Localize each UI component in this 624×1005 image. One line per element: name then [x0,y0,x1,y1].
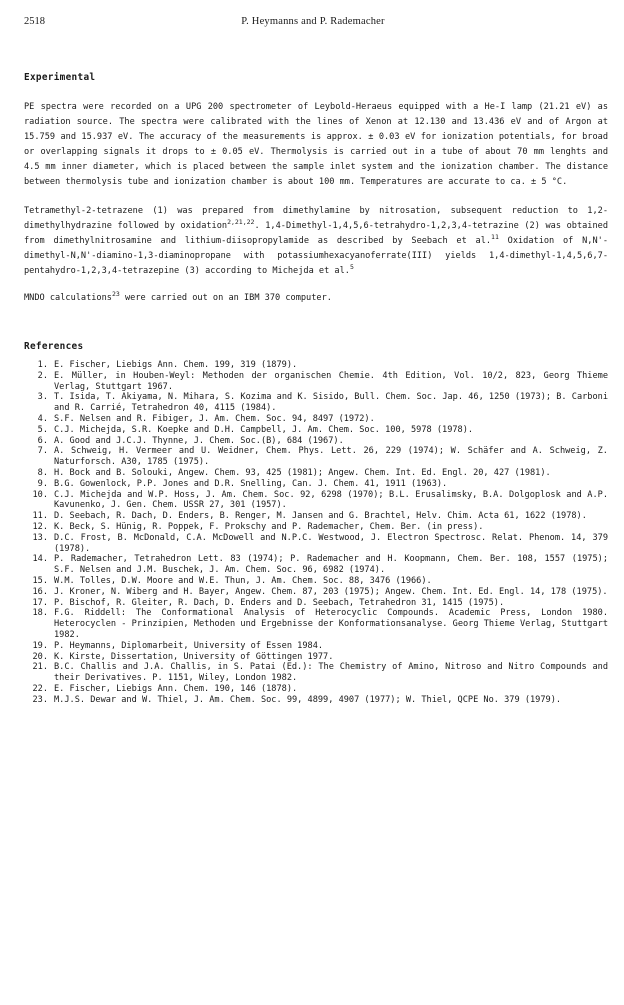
reference-text: E. Müller, in Houben-Weyl: Methoden der organischen Chemie. 4th Edition, Vol. 10/2, 823, Georg Thieme Verlag, Stuttgart 1967. [54,370,608,392]
reference-item [24,468,608,479]
article-body [24,70,608,706]
reference-item [24,533,608,555]
page-header [24,16,602,30]
p2-text-b: . 1,4-Dimethyl-1,4,5,6-tetrahydro-1,2,3,4-tetrazine (2) was obtained from dimethylnitrosamine and lithium-diisopropylamide as described by Seebach et al. [24,221,608,246]
references-section [24,339,608,706]
reference-number: 14. [32,554,48,565]
reference-text: S.F. Nelsen and R. Fibiger, J. Am. Chem. Soc. 94, 8497 (1972). [54,413,375,424]
reference-number: 7. [37,446,48,457]
reference-text: K. Beck, S. Hünig, R. Poppek, F. Prokschy and P. Rademacher, Chem. Ber. (in press). [54,521,484,532]
reference-number: 5. [37,424,48,435]
reference-number: 8. [37,467,48,478]
reference-item [24,371,608,393]
p2-text-c: Oxidation of N,N'-dimethyl-N,N'-diamino-1,3-diaminopropane with potassiumhexacyanoferrate(III) yields 1,4-dimethyl-1,4,5,6,7-pentahydro-1,2,3,4-tetrazepine (3) according to Michejda et al. [24,236,608,276]
reference-number: 3. [37,392,48,403]
experimental-paragraph-3 [24,291,608,306]
reference-number: 13. [32,532,48,543]
reference-number: 15. [32,575,48,586]
reference-item [24,479,608,490]
reference-item [24,360,608,371]
reference-text: T. Isida, T. Akiyama, N. Mihara, S. Kozima and K. Sisido, Bull. Chem. Soc. Jap. 46, 1250 (1973); B. Carboni and R. Carrié, Tetrahedron 40, 4115 (1984). [54,392,608,414]
experimental-paragraph-1: PE spectra were recorded on a UPG 200 spectrometer of Leybold-Heraeus equipped with a He-I lamp (21.21 eV) as radiation source. The spectra were calibrated with the lines of Xenon at 12.130 and 13.436 eV and of Argon at 15.759 and 15.937 eV. The accuracy of the measurements is approx. ± 0.03 eV for ionization potentials, for broad or overlapping signals it drops to ± 0.05 eV. Thermolysis is carried out in a tube of about 70 mm lenghts and 4.5 mm inner diameter, which is placed between the sample inlet system and the ionization chamber. The distance between thermolysis tube and ionization chamber is about 100 mm. Temperatures are accurate to ca. ± 5 °C. [24,102,608,187]
reference-item [24,662,608,684]
reference-number: 9. [37,478,48,489]
reference-number: 22. [32,683,48,694]
reference-text: K. Kirste, Dissertation, University of Göttingen 1977. [54,651,334,662]
reference-list [24,360,608,706]
p3-text-b: were carried out on an IBM 370 computer. [119,293,332,303]
reference-item [24,641,608,652]
reference-number: 10. [32,489,48,500]
reference-text: J. Kroner, N. Wiberg and H. Bayer, Angew. Chem. 87, 203 (1975); Angew. Chem. Int. Ed. Engl. 14, 178 (1975). [54,586,608,597]
p3-citation: 23 [111,290,120,299]
reference-number: 11. [32,511,48,522]
reference-item [24,511,608,522]
p2-citation-b: 11 [491,233,499,242]
reference-item [24,414,608,425]
reference-text: E. Fischer, Liebigs Ann. Chem. 190, 146 (1878). [54,683,298,694]
reference-number: 4. [37,413,48,424]
reference-text: B.G. Gowenlock, P.P. Jones and D.R. Snelling, Can. J. Chem. 41, 1911 (1963). [54,478,448,489]
reference-number: 21. [32,662,48,673]
reference-text: P. Bischof, R. Gleiter, R. Dach, D. Enders and D. Seebach, Tetrahedron 31, 1415 (1975). [54,597,505,608]
reference-number: 2. [37,370,48,381]
reference-number: 16. [32,586,48,597]
reference-item [24,392,608,414]
reference-text: C.J. Michejda, S.R. Koepke and D.H. Campbell, J. Am. Chem. Soc. 100, 5978 (1978). [54,424,474,435]
reference-item [24,554,608,576]
reference-number: 23. [32,694,48,705]
page-number: 2518 [24,16,45,27]
reference-text: H. Bock and B. Solouki, Angew. Chem. 93, 425 (1981); Angew. Chem. Int. Ed. Engl. 20, 427 (1981). [54,467,551,478]
reference-text: F.G. Riddell: The Conformational Analysis of Heterocyclic Compounds. Academic Press, London 1980. Heterocyclen - Prinzipien, Methoden und Ergebnisse der Konformationsanalyse. Georg Thieme Verlag, Stuttgart 1982. [54,608,608,640]
reference-text: M.J.S. Dewar and W. Thiel, J. Am. Chem. Soc. 99, 4899, 4907 (1977); W. Thiel, QCPE No. 379 (1979). [54,694,562,705]
running-head: P. Heymanns and P. Rademacher [241,16,385,27]
experimental-heading: Experimental [24,72,96,83]
experimental-section [24,70,608,306]
reference-number: 12. [32,521,48,532]
reference-item [24,695,608,706]
reference-item [24,652,608,663]
reference-number: 1. [37,360,48,370]
reference-item [24,436,608,447]
reference-number: 6. [37,435,48,446]
reference-text: P. Rademacher, Tetrahedron Lett. 83 (1974); P. Rademacher and H. Koopmann, Chem. Ber. 108, 1557 (1975); S.F. Nelsen and J.M. Buschek, J. Am. Chem. Soc. 96, 6982 (1974). [54,554,608,576]
reference-number: 20. [32,651,48,662]
p2-text-a: Tetramethyl-2-tetrazene (1) was prepared from dimethylamine by nitrosation, subsequent reduction to 1,2-dimethylhydrazine followed by oxidation [24,206,608,231]
experimental-paragraph-2 [24,204,608,279]
reference-number: 17. [32,597,48,608]
reference-item [24,576,608,587]
reference-text: W.M. Tolles, D.W. Moore and W.E. Thun, J. Am. Chem. Soc. 88, 3476 (1966). [54,575,432,586]
reference-item [24,425,608,436]
reference-text: D.C. Frost, B. McDonald, C.A. McDowell and N.P.C. Westwood, J. Electron Spectrosc. Relat. Phenom. 14, 379 (1978). [54,532,608,554]
reference-item [24,490,608,512]
reference-text: A. Good and J.C.J. Thynne, J. Chem. Soc.(B), 684 (1967). [54,435,344,446]
reference-text: C.J. Michejda and W.P. Hoss, J. Am. Chem. Soc. 92, 6298 (1970); B.L. Erusalimsky, B.A. Dolgoplosk and A.P. Kavunenko, J. Gen. Chem. USSR 27, 301 (1957). [54,489,608,511]
reference-number: 18. [32,608,48,619]
reference-text: P. Heymanns, Diplomarbeit, University of Essen 1984. [54,640,324,651]
reference-item [24,598,608,609]
p3-text-a: MNDO calculations [24,293,112,303]
reference-text: A. Schweig, H. Vermeer and U. Weidner, Chem. Phys. Lett. 26, 229 (1974); W. Schäfer and A. Schweig, Z. Naturforsch. A30, 1785 (1975). [54,446,608,468]
reference-item [24,446,608,468]
reference-item [24,587,608,598]
references-heading: References [24,341,84,352]
p2-citation-c: 5 [349,263,354,272]
reference-text: B.C. Challis and J.A. Challis, in S. Patai (Ed.): The Chemistry of Amino, Nitroso and Nitro Compounds and their Derivatives. P. 1151, Wiley, London 1982. [54,662,608,684]
reference-text: E. Fischer, Liebigs Ann. Chem. 199, 319 (1879). [54,360,298,370]
reference-number: 19. [32,640,48,651]
reference-text: D. Seebach, R. Dach, D. Enders, B. Renger, M. Jansen and G. Brachtel, Helv. Chim. Acta 61, 1622 (1978). [54,511,587,522]
reference-item [24,684,608,695]
p2-citation-a: 2,21,22 [227,218,255,227]
reference-item [24,522,608,533]
reference-item [24,608,608,640]
